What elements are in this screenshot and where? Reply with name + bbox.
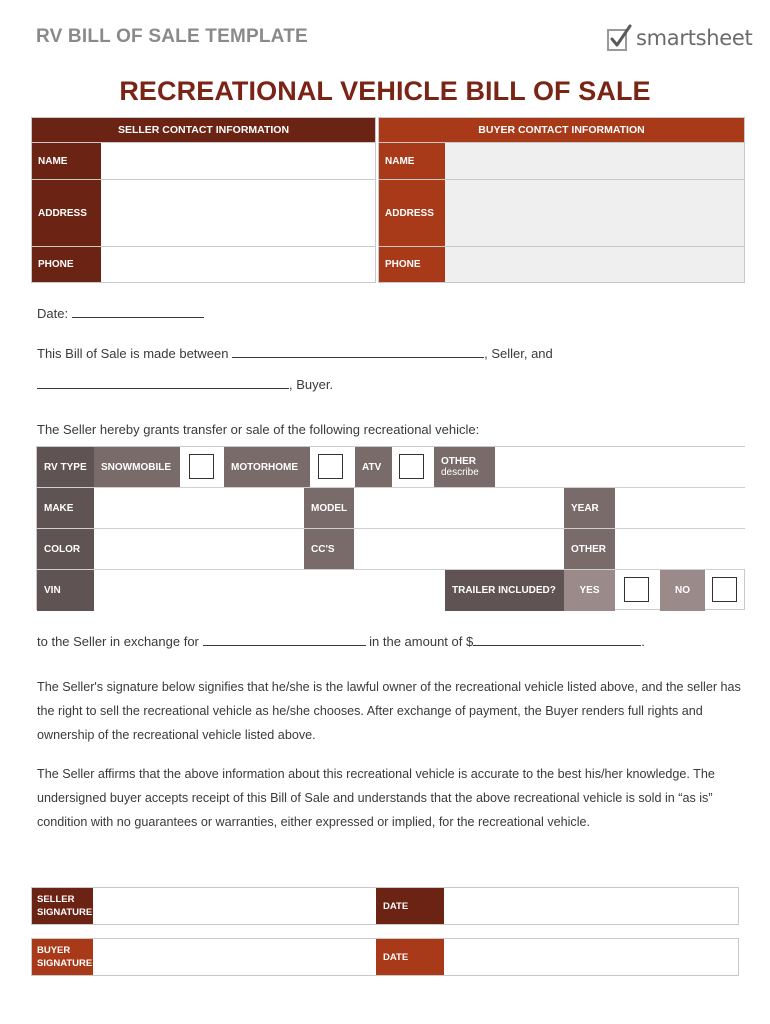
- seller-phone-field[interactable]: [101, 247, 375, 282]
- date-line: [37, 304, 204, 321]
- motorhome-checkbox[interactable]: [318, 454, 343, 479]
- atv-checkbox[interactable]: [399, 454, 424, 479]
- trailer-no-checkbox[interactable]: [712, 577, 737, 602]
- seller-suffix-text: , Seller, and: [484, 346, 553, 361]
- buyer-phone-row: [379, 246, 744, 282]
- seller-date-field[interactable]: [444, 888, 738, 924]
- other-type-field[interactable]: [495, 447, 746, 487]
- buyer-date-label: DATE: [376, 939, 444, 975]
- affirmation-paragraph: The Seller affirms that the above information about this recreational vehicle is accurate to the best his/her knowledge. The undersigned buyer accepts receipt of this Bill of Sale and understands that the above recreational vehicle is sold in “as is” condition with no guarantees or warranties, either expressed or implied, for the recreational vehicle.: [37, 767, 715, 829]
- seller-phone-row: [32, 246, 375, 282]
- rv-type-label: RV TYPE: [37, 447, 94, 487]
- smartsheet-logo: [606, 22, 753, 54]
- other-describe-text: describe: [441, 467, 479, 478]
- buyer-date-field[interactable]: [444, 939, 738, 975]
- buyer-name-label: NAME: [379, 143, 445, 179]
- template-title: RV BILL OF SALE TEMPLATE: [36, 26, 308, 47]
- atv-label: ATV: [355, 447, 392, 487]
- other-type-label: [434, 447, 495, 487]
- buyer-phone-field[interactable]: [445, 247, 744, 282]
- buyer-address-label: ADDRESS: [379, 180, 445, 246]
- vehicle-details-grid: [36, 446, 745, 610]
- buyer-address-field[interactable]: [445, 180, 744, 246]
- color-label: COLOR: [37, 529, 94, 569]
- checkmark-icon: [606, 24, 632, 52]
- exchange-prefix-text: to the Seller in exchange for: [37, 634, 199, 649]
- other-spec-label: OTHER: [564, 529, 615, 569]
- seller-address-row: [32, 179, 375, 246]
- date-label: Date:: [37, 306, 69, 321]
- buyer-contact-heading: BUYER CONTACT INFORMATION: [379, 118, 744, 142]
- other-type-text: OTHER: [441, 456, 476, 467]
- no-label: NO: [660, 570, 705, 611]
- other-spec-field[interactable]: [615, 529, 746, 569]
- make-field[interactable]: [94, 488, 304, 528]
- buyer-suffix-text: , Buyer.: [289, 377, 334, 392]
- trailer-yes-checkbox[interactable]: [624, 577, 649, 602]
- document-title: RECREATIONAL VEHICLE BILL OF SALE: [119, 76, 651, 106]
- buyer-name-blank[interactable]: [37, 375, 289, 389]
- make-label: MAKE: [37, 488, 94, 528]
- date-blank[interactable]: [72, 304, 204, 318]
- seller-contact-table: [31, 117, 376, 283]
- seller-phone-label: PHONE: [32, 247, 101, 282]
- buyer-signature-label: BUYER SIGNATURE: [32, 939, 93, 975]
- seller-name-row: [32, 142, 375, 179]
- year-label: YEAR: [564, 488, 615, 528]
- buyer-address-row: [379, 179, 744, 246]
- amount-text: in the amount of $: [369, 634, 474, 649]
- model-field[interactable]: [354, 488, 564, 528]
- seller-date-label: DATE: [376, 888, 444, 924]
- seller-signature-label: SELLER SIGNATURE: [32, 888, 93, 924]
- vin-label: VIN: [37, 570, 94, 611]
- logo-text: smartsheet: [636, 26, 753, 50]
- buyer-name-row: [379, 142, 744, 179]
- motorhome-label: MOTORHOME: [224, 447, 310, 487]
- buyer-signature-row: [31, 938, 739, 976]
- made-between-text: This Bill of Sale is made between: [37, 346, 229, 361]
- buyer-phone-label: PHONE: [379, 247, 445, 282]
- buyer-contact-table: [378, 117, 745, 283]
- snowmobile-label: SNOWMOBILE: [94, 447, 180, 487]
- amount-suffix-text: .: [641, 634, 645, 649]
- exchange-item-blank[interactable]: [203, 632, 366, 646]
- buyer-line: [37, 375, 333, 392]
- seller-address-field[interactable]: [101, 180, 375, 246]
- amount-blank[interactable]: [473, 632, 641, 646]
- trailer-included-label: TRAILER INCLUDED?: [445, 570, 564, 611]
- seller-name-blank[interactable]: [232, 344, 484, 358]
- seller-contact-heading: SELLER CONTACT INFORMATION: [32, 118, 375, 142]
- grants-transfer-text: The Seller hereby grants transfer or sale of the following recreational vehicle:: [37, 422, 480, 437]
- seller-signature-field[interactable]: [93, 888, 376, 924]
- made-between-line: [37, 344, 553, 361]
- color-field[interactable]: [94, 529, 304, 569]
- ccs-field[interactable]: [354, 529, 564, 569]
- seller-signature-row: [31, 887, 739, 925]
- ownership-paragraph: The Seller's signature below signifies that he/she is the lawful owner of the recreational vehicle listed above, and the seller has the right to sell the recreational vehicle as he/she chooses. After exchange of payment, the Buyer renders full rights and ownership of the recreational vehicle listed above.: [37, 680, 741, 742]
- year-field[interactable]: [615, 488, 746, 528]
- seller-address-label: ADDRESS: [32, 180, 101, 246]
- yes-label: YES: [564, 570, 615, 611]
- vin-field[interactable]: [94, 570, 445, 611]
- exchange-line: [37, 632, 645, 649]
- buyer-name-field[interactable]: [445, 143, 744, 179]
- model-label: MODEL: [304, 488, 354, 528]
- snowmobile-checkbox[interactable]: [189, 454, 214, 479]
- ccs-label: CC'S: [304, 529, 354, 569]
- seller-name-label: NAME: [32, 143, 101, 179]
- buyer-signature-field[interactable]: [93, 939, 376, 975]
- seller-name-field[interactable]: [101, 143, 375, 179]
